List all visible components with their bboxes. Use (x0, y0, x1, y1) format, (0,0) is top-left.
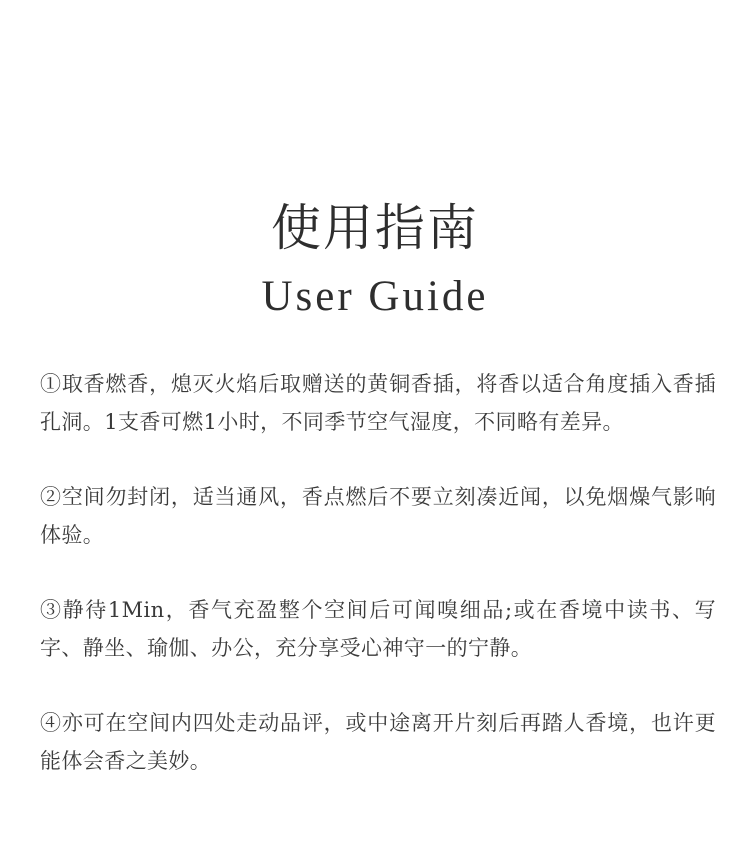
guide-step-2: ②空间勿封闭，适当通风，香点燃后不要立刻凑近闻，以免烟燥气影响体验。 (40, 485, 716, 547)
guide-step-1: ①取香燃香，熄灭火焰后取赠送的黄铜香插，将香以适合角度插入香插孔洞。1支香可燃1小时，不同季节空气湿度，不同略有差异。 (40, 372, 716, 434)
guide-step-4: ④亦可在空间内四处走动品评，或中途离开片刻后再踏人香境，也许更能体会香之美妙。 (40, 711, 716, 773)
page-title-chinese: 使用指南 (271, 199, 479, 257)
guide-step-3: ③静待1Min，香气充盈整个空间后可闻嗅细品;或在香境中读书、写字、静坐、瑜伽、办公，充分享受心神守一的宁静。 (40, 598, 716, 660)
page-title-english: User Guide (261, 273, 489, 320)
guide-steps (40, 365, 716, 817)
